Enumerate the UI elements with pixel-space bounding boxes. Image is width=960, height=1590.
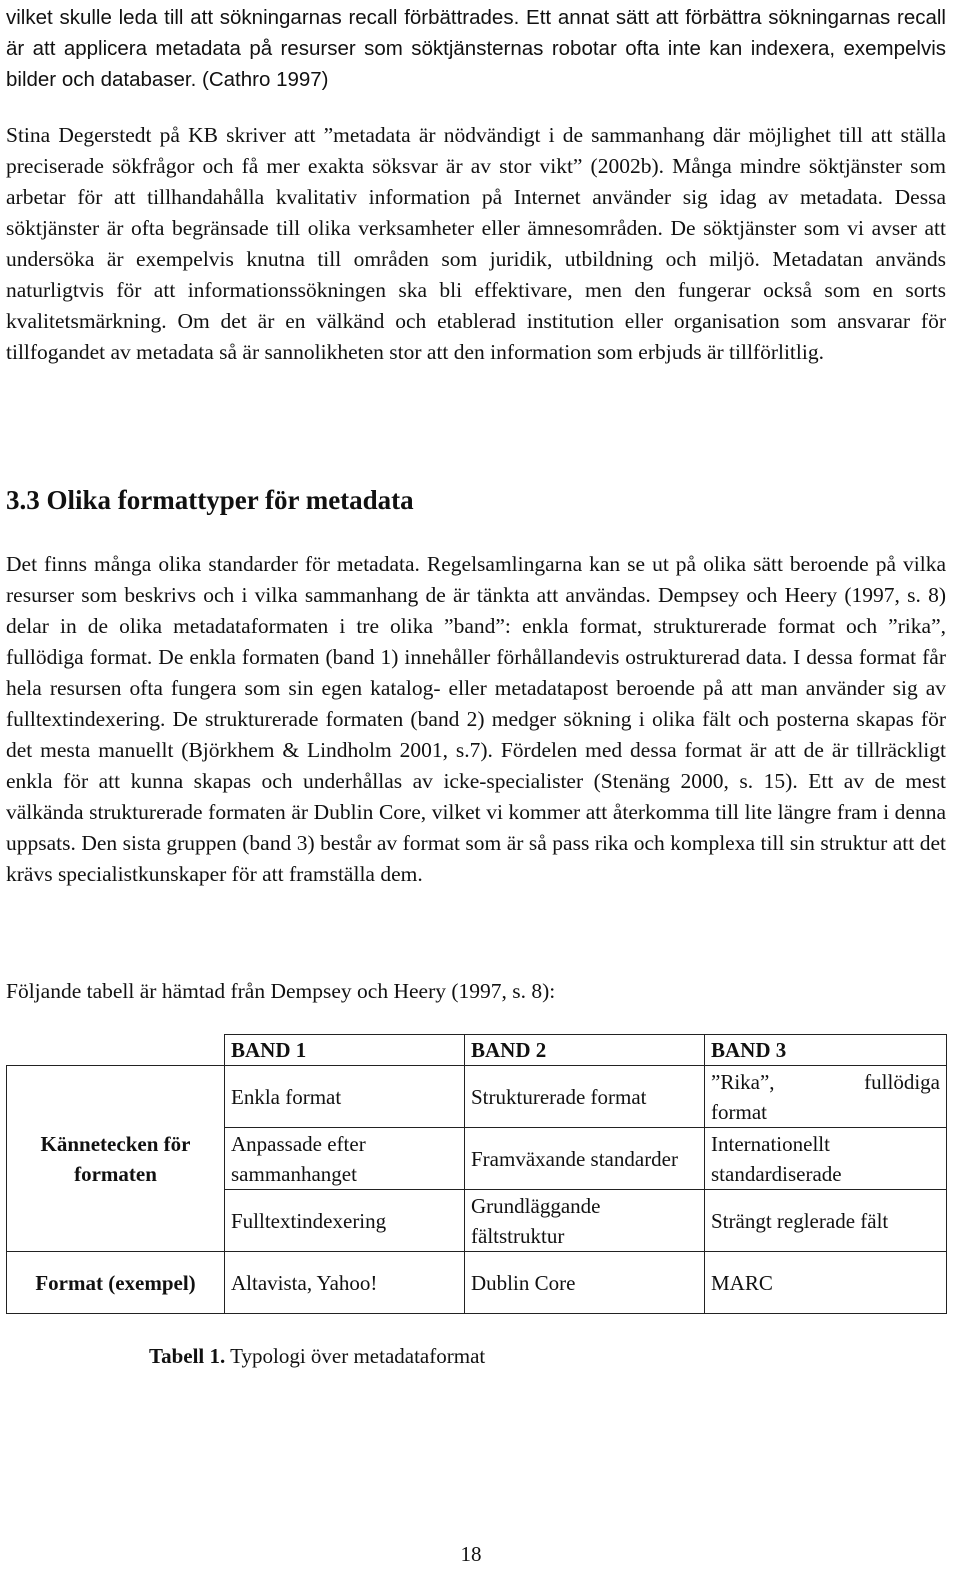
caption-label: Tabell 1. — [149, 1344, 226, 1368]
rika-line — [711, 1067, 940, 1097]
fullodiga-word: fullödiga — [864, 1069, 940, 1094]
paragraph-1: vilket skulle leda till att sökningarnas recall förbättrades. Ett annat sätt att förbättra sökningarnas recall är att applicera metadata på resurser som söktjänsternas robotar ofta inte kan indexera, exempelvis bilder och databaser. (Cathro 1997) — [6, 6, 946, 91]
rika-word: ”Rika”, — [711, 1069, 775, 1094]
table-cell: Anpassade efter sammanhanget — [225, 1128, 465, 1190]
paragraph-3: Det finns många olika standarder för metadata. Regelsamlingarna kan se ut på olika sätt beroende på vilka resurser som beskrivs och i vilka sammanhang de är tänkta att användas. Dempsey och Heery (1997, s. 8) delar in de olika metadataformaten i tre olika ”band”: enkla format, strukturerade format och ”rika”, fullödiga format. De enkla formaten (band 1) innehåller förhållandevis ostrukturerad data. I dessa format får hela resursen ofta fungera som sin egen katalog- eller metadatapost beroende på att man använder sig av fulltextindexering. De strukturerade formaten (band 2) medger sökning i olika fält och posterna skapas för det mesta manuellt (Björkhem & Lindholm 2001, s.7). Fördelen med dessa format är att de är tillräckligt enkla för att kunna skapas och underhållas av icke-specialister (Stenäng 2000, s. 15). Ett av de mest välkända strukturerade formaten är Dublin Core, vilket vi kommer att återkomma till lite längre fram i denna uppsats. Den sista gruppen (band 3) består av format som är så pass rika och komplexa till sin struktur att det krävs specialistkunskaper för att framställa dem. — [6, 552, 946, 886]
table-caption — [149, 1343, 485, 1369]
table-cell: Dublin Core — [465, 1252, 705, 1314]
row-label-kannetecken: Kännetecken för formaten — [7, 1066, 225, 1252]
table-cell: Enkla format — [225, 1066, 465, 1128]
table-row — [7, 1066, 947, 1128]
caption-text: Typologi över metadataformat — [225, 1344, 486, 1368]
section-heading: 3.3 Olika formattyper för metadata — [6, 485, 414, 515]
table-cell: Fulltextindexering — [225, 1190, 465, 1252]
table-cell: Strängt reglerade fält — [705, 1190, 947, 1252]
page-number: 18 — [460, 1542, 482, 1566]
table-cell: MARC — [705, 1252, 947, 1314]
paragraph-2: Stina Degerstedt på KB skriver att ”metadata är nödvändigt i de sammanhang där möjlighet till att ställa preciserade sökfrågor och få mer exakta söksvar är av stor vikt” (2002b). Många mindre söktjänster som arbetar för att tillhandahålla kvalitativ information på Internet använder sig idag av metadata. Dessa söktjänster är ofta begränsade till olika verksamheter eller ämnesområden. De söktjänster som vi avser att undersöka är exempelvis knutna till områden som juridik, utbildning och miljö. Metadatan används naturligtvis för att informationssökningen ska bli effektivare, men den fungerar också som en sorts kvalitetsmärkning. Om det är en välkänd och etablerad institution eller organisation som ansvarar för tillfogandet av metadata så är sannolikheten stor att den information som erbjuds är tillförlitlig. — [6, 123, 946, 364]
table-header-band-1: BAND 1 — [225, 1035, 465, 1066]
format-word: format — [711, 1099, 767, 1124]
metadata-typology-table — [6, 1034, 947, 1314]
paragraph-4: Följande tabell är hämtad från Dempsey och Heery (1997, s. 8): — [6, 979, 556, 1003]
table-cell-rika — [705, 1066, 947, 1128]
table-cell: Framväxande standarder — [465, 1128, 705, 1190]
table-cell: Altavista, Yahoo! — [225, 1252, 465, 1314]
table-header-row — [7, 1035, 947, 1066]
table-cell: Strukturerade format — [465, 1066, 705, 1128]
table-cell: Grundläggande fältstruktur — [465, 1190, 705, 1252]
row-label-format: Format (exempel) — [7, 1252, 225, 1314]
table-header-band-2: BAND 2 — [465, 1035, 705, 1066]
table-corner-cell — [7, 1035, 225, 1066]
table-cell: Internationellt standardiserade — [705, 1128, 947, 1190]
table-row — [7, 1252, 947, 1314]
table-header-band-3: BAND 3 — [705, 1035, 947, 1066]
